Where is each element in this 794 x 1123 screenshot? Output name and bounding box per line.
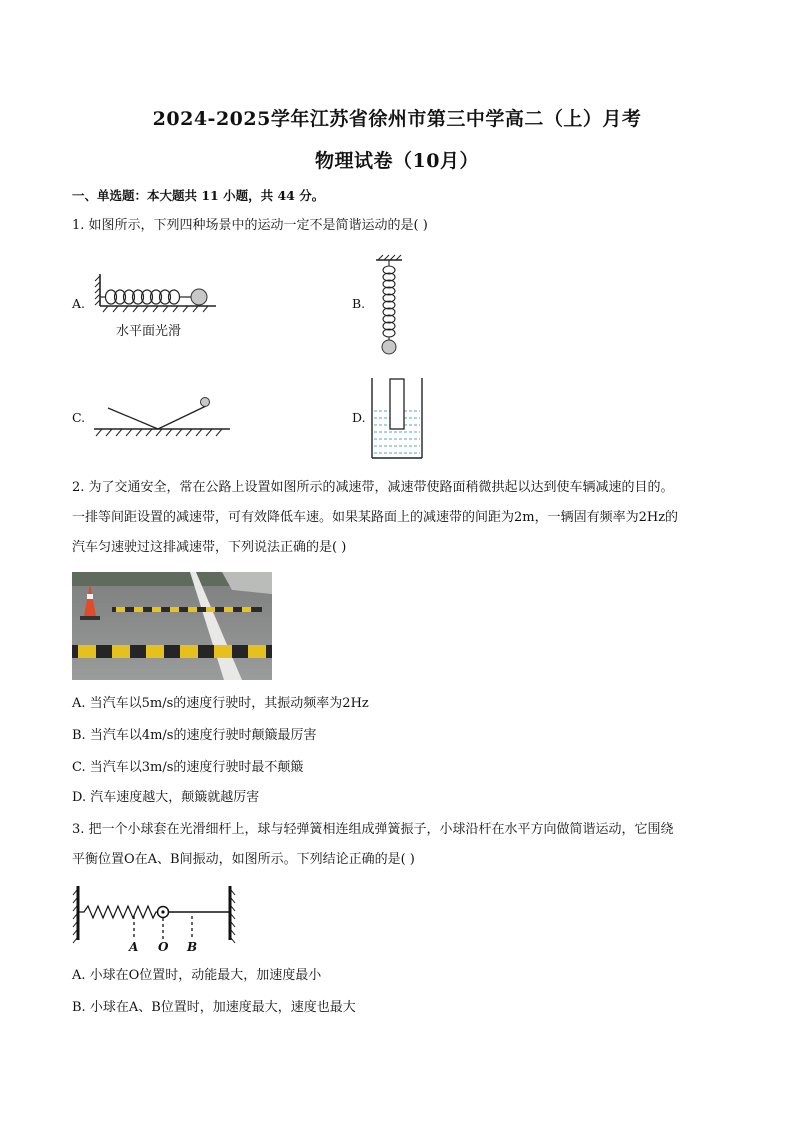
- question-2-line-1: 2. 为了交通安全，常在公路上设置如图所示的减速带，减速带使路面稍微拱起以达到使车辆减速的目的。: [72, 480, 674, 495]
- q2-option-b: B. 当汽车以4m/s的速度行驶时颠簸最厉害: [72, 728, 317, 743]
- speed-bump-photo: [72, 572, 272, 680]
- q1-option-d-label: D.: [352, 410, 366, 425]
- q1-figure-d: [370, 376, 424, 460]
- exam-title: 2024-2025学年江苏省徐州市第三中学高二（上）月考: [152, 108, 642, 130]
- q1-figure-c: [92, 396, 232, 440]
- q2-option-d: D. 汽车速度越大，颠簸就越厉害: [72, 790, 260, 805]
- exam-subtitle: 物理试卷（10月）: [315, 150, 479, 172]
- question-3-line-2: 平衡位置O在A、B间振动，如图所示。下列结论正确的是( ): [72, 852, 415, 867]
- q1-figure-a-caption: 水平面光滑: [116, 324, 182, 339]
- q2-option-a: A. 当汽车以5m/s的速度行驶时，其振动频率为2Hz: [72, 696, 369, 711]
- q3-label-b: B: [187, 940, 198, 954]
- question-1-stem: 1. 如图所示，下列四种场景中的运动一定不是简谐运动的是( ): [72, 218, 428, 233]
- q1-option-a-label: A.: [72, 296, 86, 311]
- q2-option-c: C. 当汽车以3m/s的速度行驶时最不颠簸: [72, 760, 304, 775]
- q3-option-b: B. 小球在A、B位置时，加速度最大，速度也最大: [72, 1000, 356, 1015]
- q3-option-a: A. 小球在O位置时，动能最大，加速度最小: [72, 968, 322, 983]
- section-heading: 一、单选题：本大题共 11 小题，共 44 分。: [72, 188, 325, 203]
- question-2-line-2: 一排等间距设置的减速带，可有效降低车速。如果某路面上的减速带的间距为2m，一辆固有频率为2Hz的: [72, 510, 679, 525]
- question-3-line-1: 3. 把一个小球套在光滑细杆上，球与轻弹簧相连组成弹簧振子，小球沿杆在水平方向做简谐运动，它围绕: [72, 822, 674, 837]
- q1-option-b-label: B.: [352, 296, 366, 311]
- q3-label-a: A: [129, 940, 139, 954]
- q3-spring-oscillator-figure: [72, 882, 240, 954]
- question-2-line-3: 汽车匀速驶过这排减速带，下列说法正确的是( ): [72, 540, 347, 555]
- q3-label-o: O: [158, 940, 169, 954]
- q1-figure-b: [372, 254, 406, 358]
- q1-option-c-label: C.: [72, 410, 86, 425]
